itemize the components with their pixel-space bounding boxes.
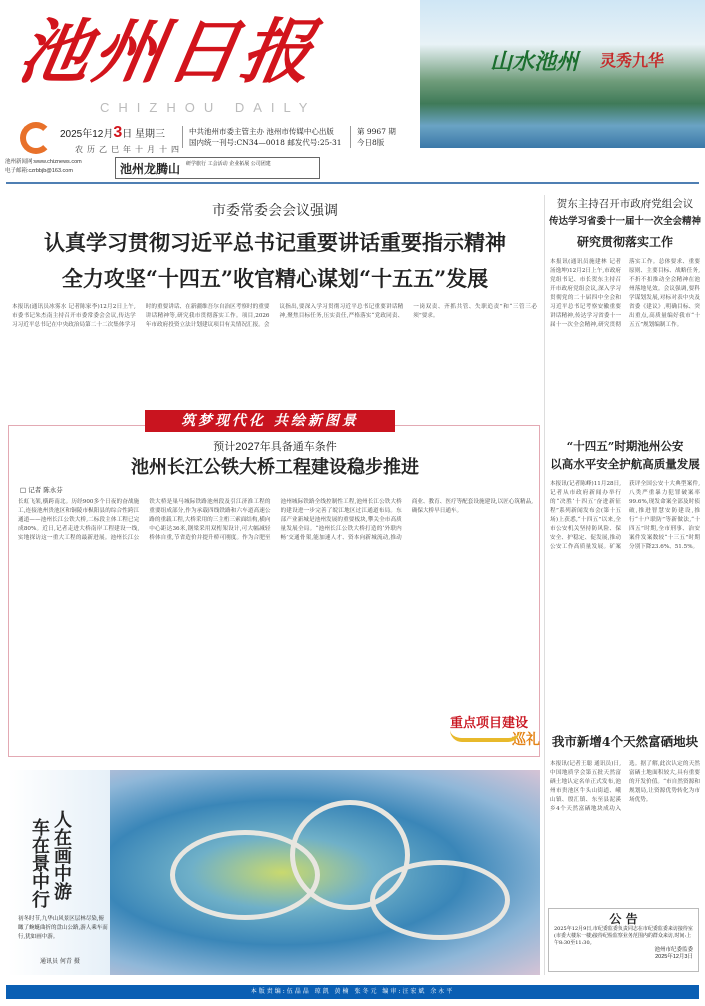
photo-caption: 初冬时节,九华山风景区层林尽染,俯瞰了蜿蜒曲折的盘山公路,游人乘车而行,犹如画中游。 — [18, 916, 108, 940]
banner-slogan: 山水池州 — [490, 49, 579, 75]
notice-title: 公 告 — [609, 912, 638, 926]
masthead-english: CHIZHOU DAILY — [100, 100, 317, 115]
selenium-body: 本报讯(记者王聪 通讯员)日,中国地质学会第五批天然富硒土地认定名单正式发布,池州市贵池区牛头山街道、峨山镇、殷汇镇、东至县泥溪乡4个天然富硒地块成功入选。据了解,此次认定的天然富硒土地面积较大,具有重要的开发价值。“市自然资源和规划局,让资源优势转化为市场优势。 — [550, 761, 700, 812]
lunar-date: 农历乙巳年十月十四 — [75, 145, 183, 154]
police-headline-2: 以高水平安全护航高质量发展 — [550, 457, 700, 471]
photo-title-2: 车在景中行 — [29, 818, 50, 908]
lead-headline-1: 认真学习贯彻习近平总书记重要讲话重要指示精神 — [44, 230, 506, 255]
feature-headline: 池州长江公铁大桥工程建设稳步推进 — [131, 457, 419, 478]
right-top-body: 本报讯(通讯员施建林 记者汤逸坤)12月2日上午,市政府党组书记、市长贺东主持召开市政府党组会议,深入学习贯彻党的二十届四中全会和习近平总书记考察安徽重要讲话精神,传达学习省委十一届十一次全会精神,研究贯彻落实工作。总体要求、重要原则、主要目标、战略任务,不折不扣推动全会精神在池州落地见效。会议强调,要科学谋划发展,对标对表中央及省委《建议》,明确目标、突出重点,高质量编好我市“十五五”规划编制工作。 — [550, 259, 700, 328]
feature-kicker: 预计2027年具备通车条件 — [213, 441, 337, 453]
mountain-road-photo — [110, 770, 540, 975]
masthead-logo: 池州日报 — [12, 10, 324, 93]
contact-info: 池州新闻网:www.chiznews.com 电子邮箱:czrbbjb@163.com — [5, 159, 82, 174]
ad-longtengshan: 池州龙腾山 研学旅行 工会活动 企业拓展 公司团建 — [115, 157, 320, 179]
key-project-tag: 重点项目建设 巡礼 — [450, 716, 540, 748]
publisher-info: 中共池州市委主管主办 池州市传媒中心出版 国内统一刊号:CN34—0018 邮发代号:25-31 — [182, 126, 342, 148]
emblem-icon — [20, 122, 52, 154]
issue-number: 第 9967 期 今日8版 — [350, 126, 396, 148]
lead-body: 本报讯(通讯员冰雾水 记者陈家李)12月2日上午,市委书记朱杰南主持召开市委常委会会议,传达学习习近平总书记在中央政治局第二十二次集体学习时的重要讲话、在新疆维吾尔自治区考察时的重要讲话精神等,研究我市贯彻落实工作。项目,2026年市政府投资立法计划建议项目有关情况汇报。会议指出,要深入学习贯彻习近平总书记重要讲话精神,聚焦目标任务,压实责任,严格落实“党政同责、一岗双责、齐抓共管、失职追责”和“三管三必须”要求。 — [12, 304, 537, 328]
footer-bar: 本版责编:伍晶晶 琼凯 黄楠 张冬元 编审:汪宏斌 余永平 — [6, 985, 699, 999]
banner-slogan-2: 灵秀九华 — [600, 51, 665, 70]
police-body: 本报讯(记者陈峰)11月28日,记者从市政府新闻办举行的“决胜‘十四五’奋进新征程”系列新闻发布会(第十五场)上获悉,“十四五”以来,全市公安机关坚持防风险、保安全、护稳定、促发展,推动公安工作高质量发展。矿案获评全国公安十大典型案件,八类严重暴力犯罪破案率99.6%,现发命案全部及时侦破,推进智慧安防建设,推行“十户联防”等新做法,“十四五”时期,全市刑事、治安案件发案数较“十三五”时期分别下降23.6%、51.5%。 — [550, 481, 700, 550]
selenium-headline: 我市新增4个天然富硒地块 — [551, 734, 699, 749]
right-top-kicker: 贺东主持召开市政府党组会议 — [556, 198, 694, 210]
issue-date: 2025年12月3日 星期三 — [60, 124, 166, 141]
column-divider — [544, 195, 545, 975]
right-top-headline: 传达学习省委十一届十一次全会精神 — [548, 216, 701, 227]
right-top-headline-2: 研究贯彻落实工作 — [576, 235, 673, 249]
feature-banner: 筑梦现代化 共绘新图景 — [145, 410, 395, 432]
police-headline-1: “十四五”时期池州公安 — [566, 439, 684, 453]
lead-headline-2: 全力攻坚“十四五”收官精心谋划“十五五”发展 — [61, 266, 489, 291]
photo-credit: 通讯员 何青 摄 — [40, 958, 80, 965]
lead-kicker: 市委常委会会议强调 — [212, 203, 338, 219]
landscape-banner — [420, 0, 705, 148]
notice-org: 池州市纪委监委 — [654, 947, 693, 953]
masthead-rule — [6, 182, 699, 184]
feature-byline: □ 记者 陈永芬 — [20, 486, 63, 494]
notice-date: 2025年12月3日 — [655, 954, 693, 960]
notice-body: 2025年12月9日,市纪委监委负责同志在市纪委监委来访接待室(市委大楼东一楼)接待纪检监察业务范围内的群众来访,时间:上午8:30至11:30。 — [554, 926, 693, 946]
notice-box — [548, 908, 699, 972]
photo-title-1: 人在画中游 — [51, 810, 72, 900]
feature-body: 长虹飞架,横跨南北。历经900多个日夜的奋战施工,连接池州贵池区和铜陵市枞阳县的综合性跨江通道——池州长江公铁大桥,二标段主体工程已完成80%。近日,记者走进大桥南岸工程建设一线,实地探访这一重大工程的最新进展。池州长江公铁大桥是巢马城际铁路池州段及引江济淮工程的重要组成部分,作为承载四线铁路和六车道高速公路的重载工程,大桥采用的三主桁三索面结构,横向中心距达36米,钢梁采用双桁架设计,可大幅减轻桥体自重,节省造价并提升桥可刚度。作为合肥至池州城际铁路全线控制性工程,池州长江公铁大桥的建设进一步完善了皖江地区过江通道布局。东部产业新城是池州发展的重要板块,攀关全市高质量发展全局。“池州长江公铁大桥打造的‘外联内畅’交通骨架,能加速人才、资本向新城流动,推动商业、教育、医疗等配套设施建设,以匠心筑精品,确保大桥早日通车。 — [18, 499, 533, 541]
